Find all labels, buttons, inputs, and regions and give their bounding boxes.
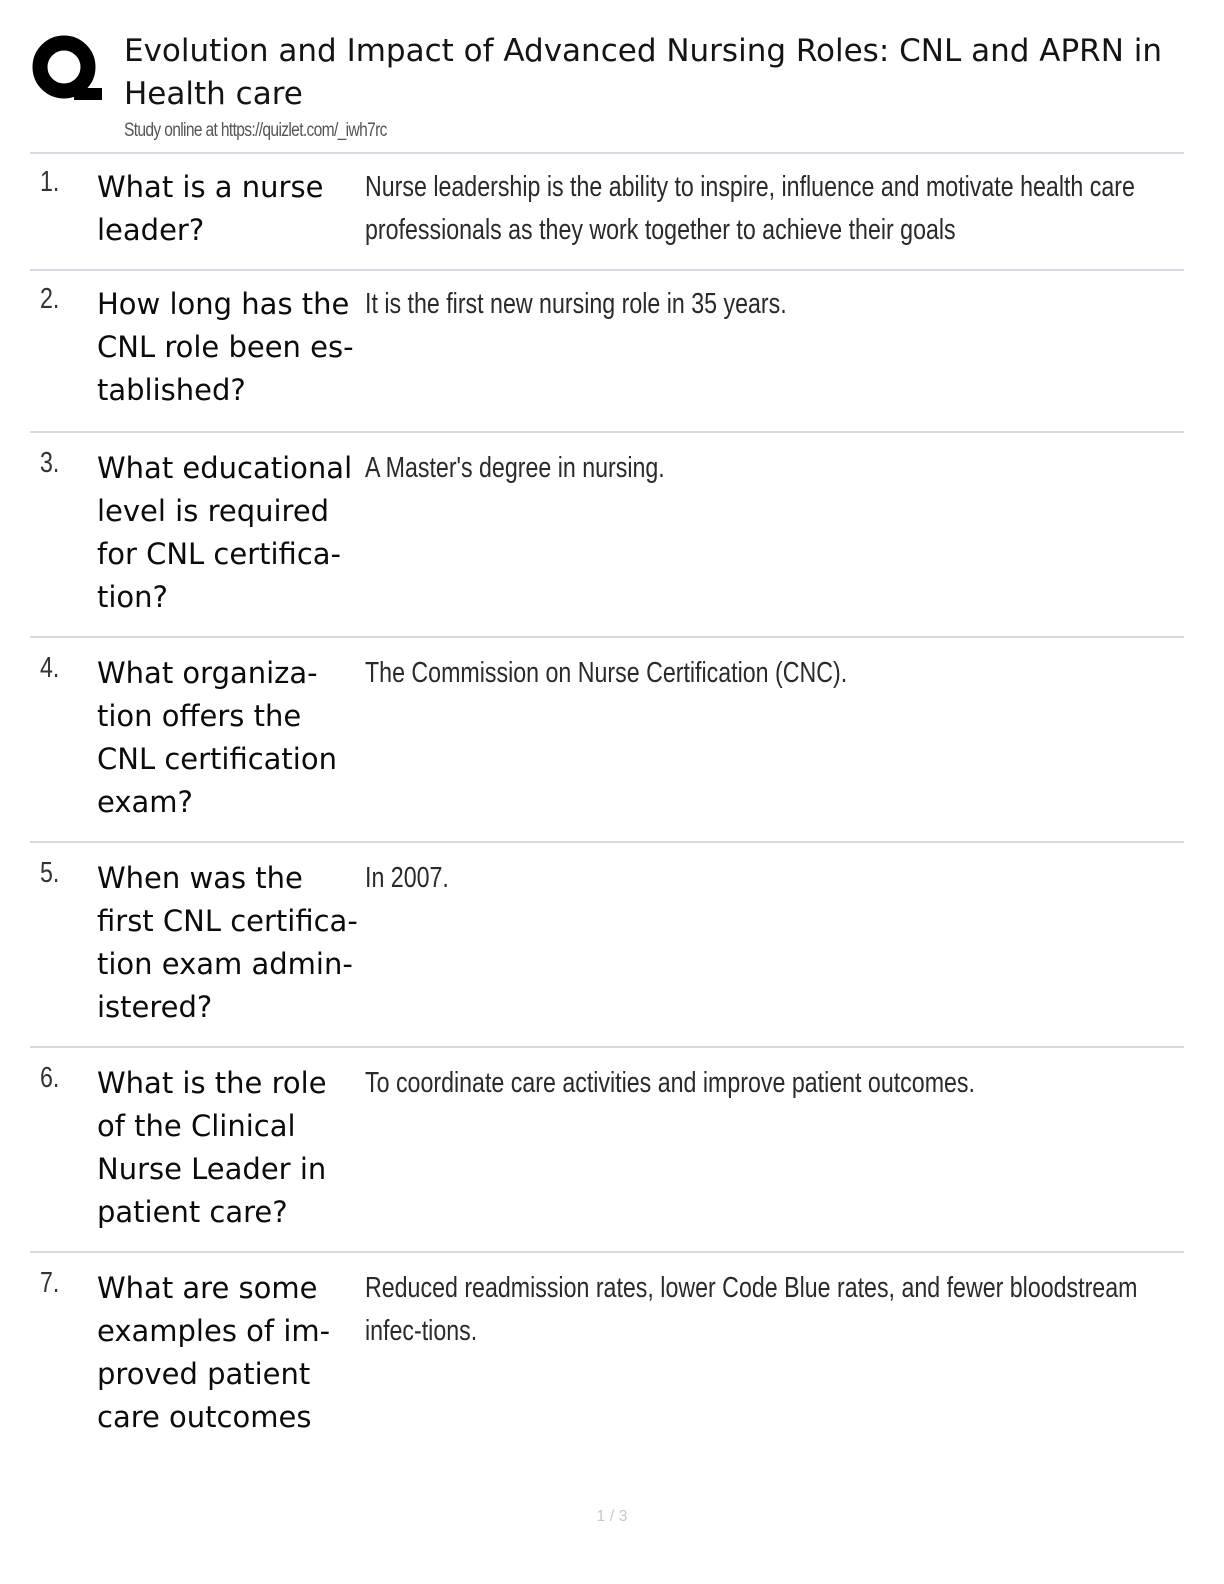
card-term: What is a nurse leader? bbox=[97, 170, 324, 247]
card-term: What are some examples of im-proved patient care outcomes bbox=[97, 1271, 331, 1434]
flashcard-list bbox=[30, 154, 1184, 1453]
flashcard-row bbox=[30, 154, 1184, 271]
flashcard-row bbox=[30, 433, 1184, 638]
card-term: What is the role of the Clinical Nurse Leader in patient care? bbox=[97, 1066, 327, 1229]
card-definition: A Master's degree in nursing. bbox=[365, 452, 665, 484]
flashcard-row bbox=[30, 843, 1184, 1048]
card-definition: The Commission on Nurse Certification (CNC). bbox=[365, 657, 848, 689]
flashcard-row bbox=[30, 638, 1184, 843]
card-number: 7. bbox=[40, 1267, 60, 1299]
quizlet-logo-icon bbox=[30, 32, 102, 106]
card-number: 2. bbox=[40, 283, 60, 315]
card-definition: In 2007. bbox=[365, 862, 449, 894]
document-title: Evolution and Impact of Advanced Nursing Roles: CNL and APRN in Health care bbox=[124, 33, 1163, 112]
card-term: What educational level is required for CNL certifica-tion? bbox=[97, 451, 353, 614]
card-term: What organiza-tion offers the CNL certification exam? bbox=[97, 656, 337, 819]
card-definition: It is the first new nursing role in 35 years. bbox=[365, 288, 787, 320]
flashcard-row bbox=[30, 1048, 1184, 1253]
card-number: 1. bbox=[40, 166, 60, 198]
card-term: How long has the CNL role been es-tablished? bbox=[97, 287, 354, 407]
card-number: 4. bbox=[40, 652, 60, 684]
flashcard-row bbox=[30, 271, 1184, 433]
card-number: 6. bbox=[40, 1062, 60, 1094]
study-online-link[interactable]: Study online at https://quizlet.com/_iwh7rc bbox=[124, 120, 387, 141]
card-number: 3. bbox=[40, 447, 60, 479]
flashcard-row bbox=[30, 1253, 1184, 1453]
page-number: 1 / 3 bbox=[596, 1508, 628, 1525]
card-definition: To coordinate care activities and improve patient outcomes. bbox=[365, 1067, 975, 1099]
card-definition: Reduced readmission rates, lower Code Blue rates, and fewer bloodstream infec-tions. bbox=[365, 1272, 1138, 1347]
card-term: When was the first CNL certifica-tion exam admin-istered? bbox=[97, 861, 358, 1024]
card-number: 5. bbox=[40, 857, 60, 889]
card-definition: Nurse leadership is the ability to inspire, influence and motivate health care professionals as they work together to achieve their goals bbox=[365, 171, 1135, 246]
